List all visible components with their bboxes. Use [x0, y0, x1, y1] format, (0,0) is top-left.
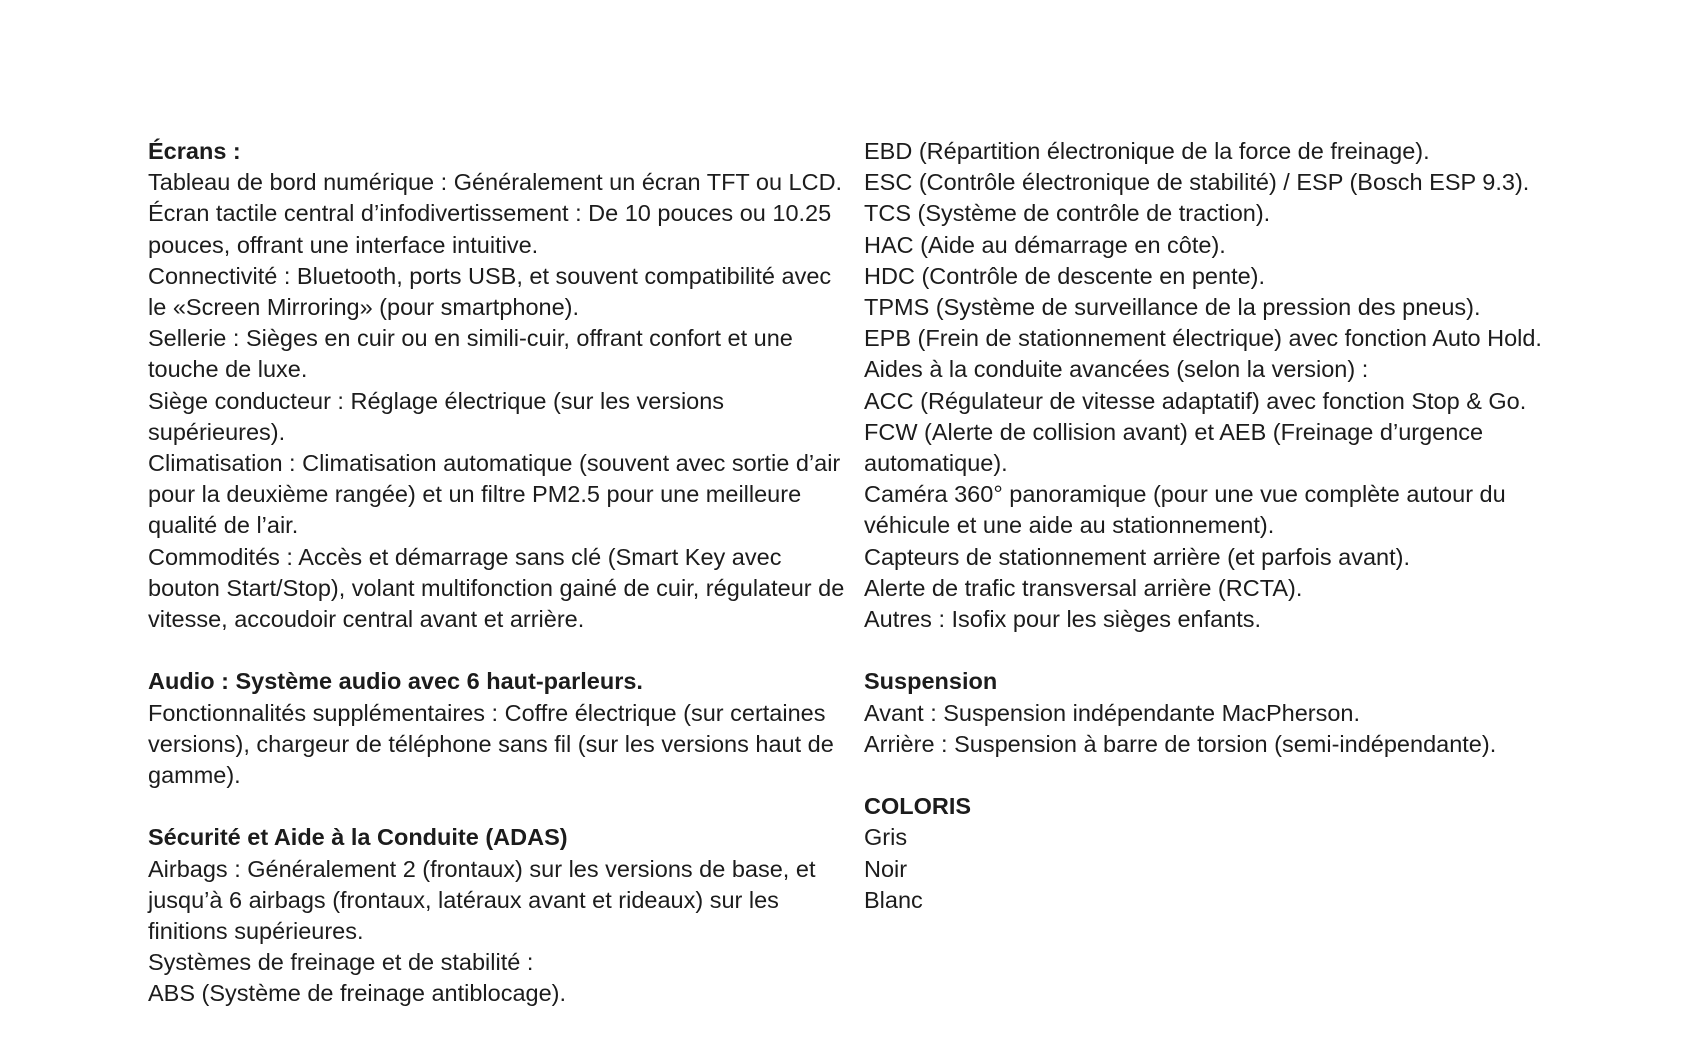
paragraph: HAC (Aide au démarrage en côte). — [864, 231, 1226, 258]
color-item: Noir — [864, 855, 908, 882]
paragraph: Climatisation : Climatisation automatique (souvent avec sortie d’air pour la deuxième rangée) et un filtre PM2.5 pour une meilleure qualité de l’air. — [148, 450, 841, 539]
paragraph: Écran tactile central d’infodivertissement : De 10 pouces ou 10.25 pouces, offrant une interface intuitive. — [148, 200, 832, 258]
section-heading-securite: Sécurité et Aide à la Conduite (ADAS) — [148, 824, 568, 851]
paragraph: Siège conducteur : Réglage électrique (sur les versions supérieures). — [148, 387, 725, 445]
paragraph: FCW (Alerte de collision avant) et AEB (Freinage d’urgence automatique). — [864, 418, 1484, 477]
paragraph: Capteurs de stationnement arrière (et parfois avant). — [864, 543, 1410, 570]
color-item: Blanc — [864, 886, 923, 913]
section-heading-audio: Audio : Système audio avec 6 haut-parleurs. — [148, 668, 643, 695]
paragraph: TPMS (Système de surveillance de la pression des pneus). — [864, 294, 1481, 321]
paragraph: Airbags : Généralement 2 (frontaux) sur les versions de base, et jusqu’à 6 airbags (frontaux, latéraux avant et rideaux) sur les finitions supérieures. — [148, 855, 816, 945]
paragraph: Alerte de trafic transversal arrière (RCTA). — [864, 574, 1303, 601]
paragraph: EPB (Frein de stationnement électrique) avec fonction Auto Hold. — [864, 325, 1542, 352]
right-column — [864, 136, 1564, 916]
left-column — [148, 136, 848, 1010]
paragraph: TCS (Système de contrôle de traction). — [864, 200, 1271, 227]
paragraph: HDC (Contrôle de descente en pente). — [864, 262, 1266, 289]
paragraph: Commodités : Accès et démarrage sans clé (Smart Key avec bouton Start/Stop), volant multifonction gainé de cuir, régulateur de vitesse, accoudoir central avant et arrière. — [148, 543, 845, 633]
paragraph: Connectivité : Bluetooth, ports USB, et souvent compatibilité avec le «Screen Mirroring» (pour smartphone). — [148, 262, 832, 321]
paragraph: Fonctionnalités supplémentaires : Coffre électrique (sur certaines versions), chargeur de téléphone sans fil (sur les versions haut de gamme). — [148, 699, 834, 789]
paragraph: ACC (Régulateur de vitesse adaptatif) avec fonction Stop & Go. — [864, 387, 1527, 414]
section-heading-coloris: COLORIS — [864, 793, 972, 820]
paragraph: ESC (Contrôle électronique de stabilité) / ESP (Bosch ESP 9.3). — [864, 169, 1530, 196]
section-heading-ecrans: Écrans : — [148, 138, 241, 164]
section-heading-suspension: Suspension — [864, 668, 998, 695]
color-item: Gris — [864, 824, 908, 851]
paragraph: Arrière : Suspension à barre de torsion (semi-indépendante). — [864, 730, 1497, 757]
paragraph: Autres : Isofix pour les sièges enfants. — [864, 606, 1262, 633]
paragraph: Avant : Suspension indépendante MacPherson. — [864, 699, 1361, 726]
paragraph: Systèmes de freinage et de stabilité : — [148, 949, 534, 976]
paragraph: Caméra 360° panoramique (pour une vue complète autour du véhicule et une aide au stationnement). — [864, 481, 1506, 539]
paragraph: EBD (Répartition électronique de la force de freinage). — [864, 138, 1430, 164]
paragraph: Tableau de bord numérique : Généralement un écran TFT ou LCD. — [148, 169, 843, 196]
paragraph: Sellerie : Sièges en cuir ou en simili-cuir, offrant confort et une touche de luxe. — [148, 325, 793, 383]
paragraph: Aides à la conduite avancées (selon la version) : — [864, 356, 1369, 383]
paragraph: ABS (Système de freinage antiblocage). — [148, 980, 567, 1007]
